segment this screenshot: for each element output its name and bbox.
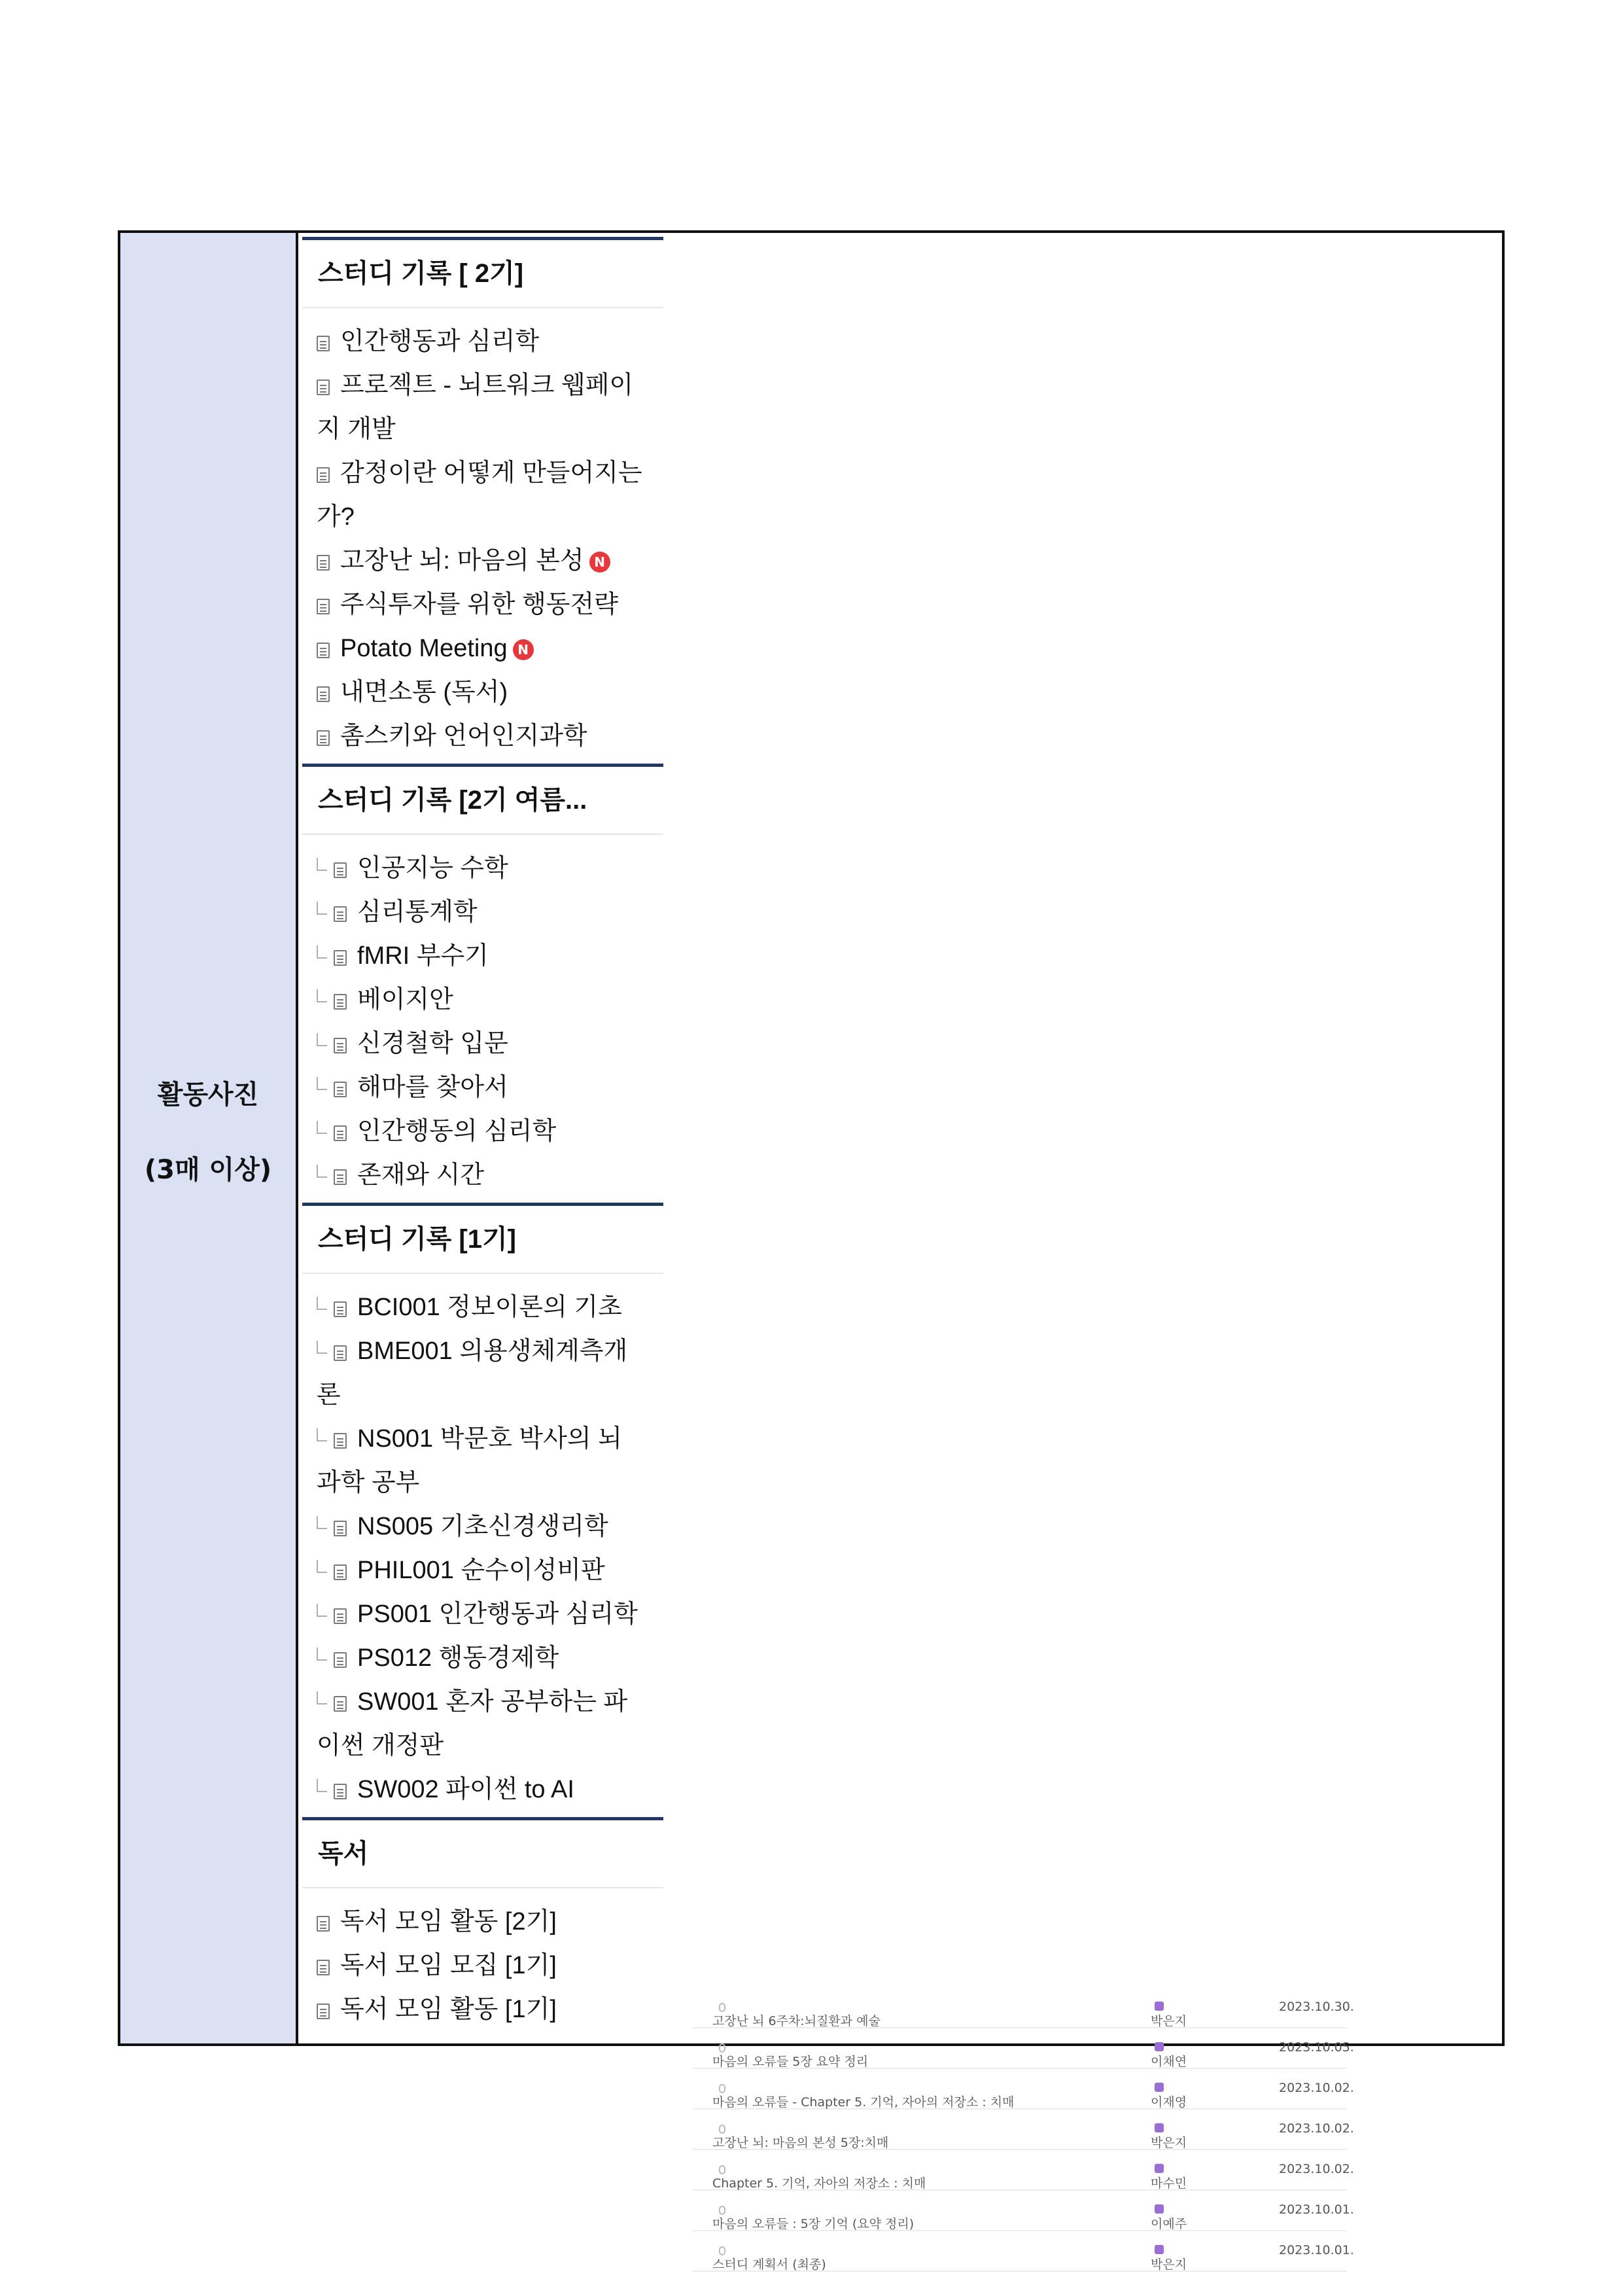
menu-item[interactable]: NS001 박문호 박사의 뇌과학 공부	[317, 1425, 622, 1496]
menu-item[interactable]: 프로젝트 - 뇌트워크 웹페이지 개발	[317, 372, 634, 443]
document-icon	[317, 336, 330, 351]
post-title[interactable]: 마음의 오류들 5장 요약 정리	[712, 2055, 869, 2069]
tree-branch-icon	[317, 858, 327, 871]
post-row[interactable]	[693, 2191, 1354, 2231]
post-date: 2023.10.02.	[1279, 2162, 1354, 2176]
tree-branch-icon	[317, 1560, 327, 1573]
label-cell	[120, 233, 298, 2043]
document-icon	[334, 1345, 347, 1361]
document-icon	[317, 686, 330, 702]
menu-item[interactable]: 독서 모임 활동 [2기]	[302, 1900, 663, 1944]
document-icon	[334, 1521, 347, 1536]
label-title: 활동사진	[157, 1080, 259, 1110]
tree-branch-icon	[317, 989, 327, 1002]
menu-item[interactable]: BME001 의용생체계측개론	[317, 1337, 628, 1409]
post-title[interactable]: 고장난 뇌 6주차:뇌질환과 예술	[712, 2014, 881, 2028]
menu-item[interactable]: SW002 파이썬 to AI	[302, 1768, 663, 1812]
post-date: 2023.10.30.	[1279, 2000, 1354, 2014]
menu-item[interactable]: fMRI 부수기	[302, 934, 663, 978]
label-subtitle: (3매 이상)	[144, 1155, 272, 1185]
post-date: 2023.10.01.	[1279, 2243, 1354, 2257]
tree-branch-icon	[317, 1297, 327, 1310]
post-title[interactable]: 마음의 오류들 : 5장 기억 (요약 정리)	[712, 2217, 915, 2231]
post-row[interactable]	[693, 2110, 1354, 2150]
tree-branch-icon	[317, 1691, 327, 1704]
document-icon	[334, 1038, 347, 1053]
menu-item[interactable]: 인공지능 수학	[302, 847, 663, 891]
member-badge-icon	[1155, 2204, 1164, 2214]
post-date: 2023.10.02.	[1279, 2121, 1354, 2136]
document-icon	[334, 1082, 347, 1097]
activity-photo-table	[118, 230, 1505, 2272]
document-icon	[334, 994, 347, 1010]
tree-branch-icon	[317, 1779, 327, 1792]
post-author[interactable]: 이채연	[1151, 2055, 1187, 2069]
document-icon	[334, 1652, 347, 1668]
member-badge-icon	[1155, 2002, 1164, 2011]
attachment-icon	[719, 2165, 725, 2174]
document-icon	[334, 1784, 347, 1799]
document-icon	[334, 950, 347, 966]
menu-item[interactable]: 존재와 시간	[302, 1154, 663, 1197]
document-icon	[317, 555, 330, 571]
tree-branch-icon	[317, 945, 327, 959]
member-badge-icon	[1155, 2042, 1164, 2051]
document-icon	[317, 599, 330, 614]
document-icon	[317, 2004, 330, 2019]
menu-item[interactable]: 주식투자를 위한 행동전략	[302, 583, 663, 627]
attachment-icon	[719, 2246, 725, 2255]
post-author[interactable]: 박은지	[1151, 2257, 1187, 2272]
post-date: 2023.10.02.	[1279, 2081, 1354, 2095]
menu-item[interactable]: 인간행동의 심리학	[302, 1110, 663, 1154]
post-author[interactable]: 박은지	[1151, 2136, 1187, 2150]
post-date: 2023.10.05.	[1279, 2040, 1354, 2055]
member-badge-icon	[1155, 2245, 1164, 2254]
tree-branch-icon	[317, 1648, 327, 1661]
post-row[interactable]	[693, 2231, 1354, 2272]
menu-item[interactable]: 촘스키와 언어인지과학	[302, 715, 663, 758]
post-title[interactable]: Chapter 5. 기억, 자아의 저장소 : 치매	[712, 2176, 926, 2191]
tree-branch-icon	[317, 1165, 327, 1178]
menu-item[interactable]: PS001 인간행동과 심리학	[302, 1593, 663, 1636]
menu-section-study-2-summer	[302, 764, 663, 1203]
menu-section-title[interactable]: 스터디 기록 [1기]	[302, 1206, 663, 1274]
post-title[interactable]: 스터디 계획서 (최종)	[712, 2257, 826, 2272]
document-icon	[317, 467, 330, 483]
menu-item[interactable]: 심리통계학	[302, 891, 663, 934]
menu-section-title[interactable]: 스터디 기록 [2기 여름...	[302, 767, 663, 835]
post-author[interactable]: 마수민	[1151, 2176, 1187, 2191]
menu-item[interactable]: PHIL001 순수이성비판	[302, 1549, 663, 1593]
document-icon	[334, 1564, 347, 1580]
tree-branch-icon	[317, 1516, 327, 1529]
post-row[interactable]	[693, 1988, 1354, 2028]
document-icon	[334, 1125, 347, 1141]
document-icon	[334, 1696, 347, 1712]
menu-item[interactable]: 베이지안	[302, 978, 663, 1022]
menu-item[interactable]: 고장난 뇌: 마음의 본성 N	[302, 539, 663, 583]
menu-item[interactable]: Potato Meeting N	[302, 627, 663, 671]
menu-item[interactable]: 신경철학 입문	[302, 1022, 663, 1066]
menu-item[interactable]: 독서 모임 모집 [1기]	[302, 1944, 663, 1988]
document-icon	[334, 1169, 347, 1185]
tree-branch-icon	[317, 902, 327, 915]
cafe-menu-screenshot	[302, 237, 663, 2023]
post-author[interactable]: 이예주	[1151, 2217, 1187, 2231]
document-icon	[334, 906, 347, 922]
document-icon	[317, 1916, 330, 1932]
post-row[interactable]	[693, 2150, 1354, 2191]
menu-item[interactable]: 인간행동과 심리학	[302, 320, 663, 364]
attachment-icon	[719, 2043, 725, 2053]
menu-item[interactable]: 감정이란 어떻게 만들어지는가?	[317, 459, 642, 531]
menu-item[interactable]: 독서 모임 활동 [1기]	[302, 1988, 663, 2032]
menu-item[interactable]: 해마를 찾아서	[302, 1066, 663, 1110]
attachment-icon	[719, 2003, 725, 2012]
post-title[interactable]: 고장난 뇌: 마음의 본성 5장:치매	[712, 2136, 889, 2150]
tree-branch-icon	[317, 1341, 327, 1354]
post-title[interactable]: 마음의 오류들 - Chapter 5. 기억, 자아의 저장소 : 치매	[712, 2095, 1015, 2110]
member-badge-icon	[1155, 2164, 1164, 2173]
menu-section-study-1	[302, 1203, 663, 1817]
document-icon	[317, 730, 330, 746]
menu-item[interactable]: SW001 혼자 공부하는 파이썬 개정판	[317, 1688, 628, 1759]
document-icon	[334, 1608, 347, 1624]
tree-branch-icon	[317, 1077, 327, 1090]
menu-item[interactable]: NS005 기초신경생리학	[302, 1505, 663, 1549]
member-badge-icon	[1155, 2083, 1164, 2092]
attachment-icon	[719, 2206, 725, 2215]
document-icon	[317, 1960, 330, 1975]
document-icon	[334, 1433, 347, 1449]
menu-section-title[interactable]: 독서	[302, 1820, 663, 1888]
menu-section-title[interactable]: 스터디 기록 [ 2기]	[302, 240, 663, 308]
member-badge-icon	[1155, 2123, 1164, 2132]
post-row[interactable]	[693, 2069, 1354, 2110]
tree-branch-icon	[317, 1033, 327, 1046]
post-author[interactable]: 이재영	[1151, 2095, 1187, 2110]
tree-branch-icon	[317, 1121, 327, 1134]
post-author[interactable]: 박은지	[1151, 2014, 1187, 2028]
attachment-icon	[719, 2125, 725, 2134]
document-icon	[334, 1301, 347, 1317]
menu-section-reading	[302, 1817, 663, 2037]
post-date: 2023.10.01.	[1279, 2202, 1354, 2217]
menu-item[interactable]: PS012 행동경제학	[302, 1636, 663, 1680]
tree-branch-icon	[317, 1604, 327, 1617]
document-icon	[334, 862, 347, 878]
new-badge-icon: N	[513, 639, 534, 660]
menu-item[interactable]: 내면소통 (독서)	[302, 671, 663, 715]
document-icon	[317, 643, 330, 658]
post-row[interactable]	[693, 2028, 1354, 2069]
new-badge-icon: N	[589, 552, 610, 573]
post-list-screenshot	[693, 1988, 1354, 2272]
menu-section-study-2	[302, 237, 663, 764]
menu-item[interactable]: BCI001 정보이론의 기초	[302, 1286, 663, 1330]
document-icon	[317, 380, 330, 395]
attachment-icon	[719, 2084, 725, 2093]
tree-branch-icon	[317, 1428, 327, 1441]
